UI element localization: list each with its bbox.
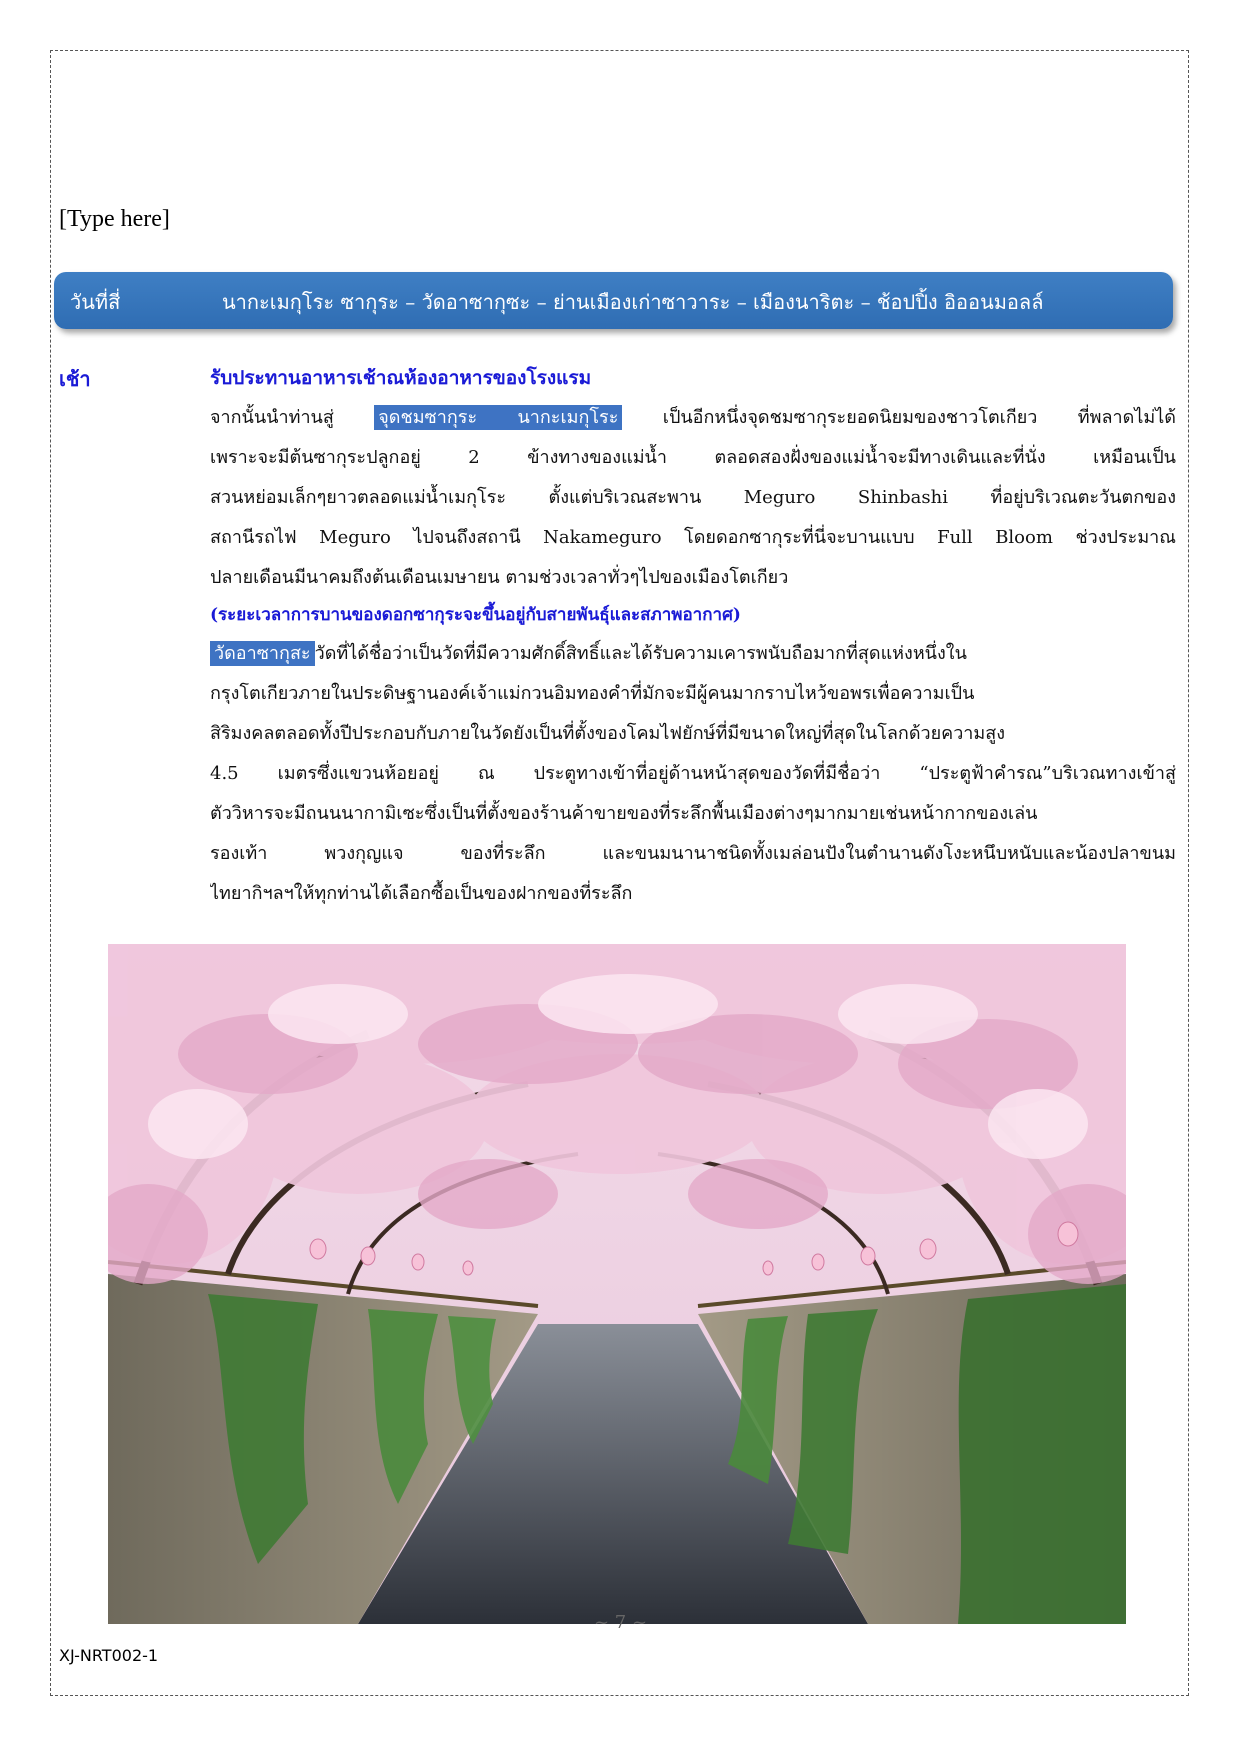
para2-line4: 4.5 เมตรซึ่งแขวนห้อยอยู่ ณ ประตูทางเข้าที่อยู่ด้านหน้าสุดของวัดที่มีชื่อว่า “ประตูฟ้าคำรณ”บริเวณทางเข้าสู่ [210,763,1176,784]
cherry-blossom-canal-photo [108,944,1126,1624]
day-route: นากะเมกุโระ ซากุระ – วัดอาซากุซะ – ย่านเมืองเก่าซาวาระ – เมืองนาริตะ – ช้อปปิ้ง อิออนมอลล์ [222,290,1044,314]
para1-line1 [210,398,1176,438]
para1-lead: จากนั้นนำท่านสู่ [210,407,334,428]
document-code: XJ-NRT002-1 [59,1646,159,1665]
para1-line1-rest: เป็นอีกหนึ่งจุดชมซากุระยอดนิยมของชาวโตเกียว ที่พลาดไม่ได้ [662,407,1176,428]
morning-label: เช้า [59,367,91,391]
para1-line3: สวนหย่อมเล็กๆยาวตลอดแม่น้ำเมกุโระ ตั้งแต่บริเวณสะพาน Meguro Shinbashi ที่อยู่บริเวณตะวันตกของ [210,487,1176,508]
para2-line7: ไทยากิฯลฯให้ทุกท่านได้เลือกซื้อเป็นของฝากของที่ระลึก [210,883,633,904]
bloom-note: (ระยะเวลาการบานของดอกซากุระจะขึ้นอยู่กับสายพันธุ์และสภาพอากาศ) [210,605,741,625]
page-number: ~ 7 ~ [594,1612,648,1633]
para2-line3: สิริมงคลตลอดทั้งปีประกอบกับภายในวัดยังเป็นที่ตั้งของโคมไฟยักษ์ที่มีขนาดใหญ่ที่สุดในโลกด้วยความสูง [210,723,1006,744]
para1-line5: ปลายเดือนมีนาคมถึงต้นเดือนเมษายน ตามช่วงเวลาทั่วๆไปของเมืองโตเกียว [210,567,789,588]
para2-line5: ตัววิหารจะมีถนนนากามิเซะซึ่งเป็นที่ตั้งของร้านค้าขายของที่ระลึกพื้นเมืองต่างๆมากมายเช่นหน้ากากของเล่น [210,803,1038,824]
day-banner [54,272,1173,329]
itinerary-content [210,358,1176,914]
highlight-nakameguro: จุดชมซากุระ นากะเมกุโระ [374,405,622,430]
para2-line1 [210,634,1176,674]
day-label: วันที่สี่ [70,290,121,314]
para2-line1-rest: วัดที่ได้ชื่อว่าเป็นวัดที่มีความศักดิ์สิทธิ์และได้รับความเคารพนับถือมากที่สุดแห่งหนึ่งใน [314,643,967,664]
para1-line4: สถานีรถไฟ Meguro ไปจนถึงสถานี Nakameguro โดยดอกซากุระที่นี่จะบานแบบ Full Bloom ช่วงประมาณ [210,527,1176,548]
para1-line2: เพราะจะมีต้นซากุระปลูกอยู่ 2 ข้างทางของแม่น้ำ ตลอดสองฝั่งของแม่น้ำจะมีทางเดินและที่นั่ง เหมือนเป็น [210,447,1176,468]
para2-line6: รองเท้า พวงกุญแจ ของที่ระลึก และขนมนานาชนิดทั้งเมล่อนปังในตำนานดังโงะหนึบหนับและน้องปลาขนม [210,843,1176,864]
breakfast-title: รับประทานอาหารเช้าณห้องอาหารของโรงแรม [210,367,592,389]
para2-line2: กรุงโตเกียวภายในประดิษฐานองค์เจ้าแม่กวนอิมทองคำที่มักจะมีผู้คนมากราบไหว้ขอพรเพื่อความเป็น [210,683,975,704]
header-placeholder[interactable]: [Type here] [59,206,170,232]
highlight-asakusa: วัดอาซากุสะ [210,641,315,666]
